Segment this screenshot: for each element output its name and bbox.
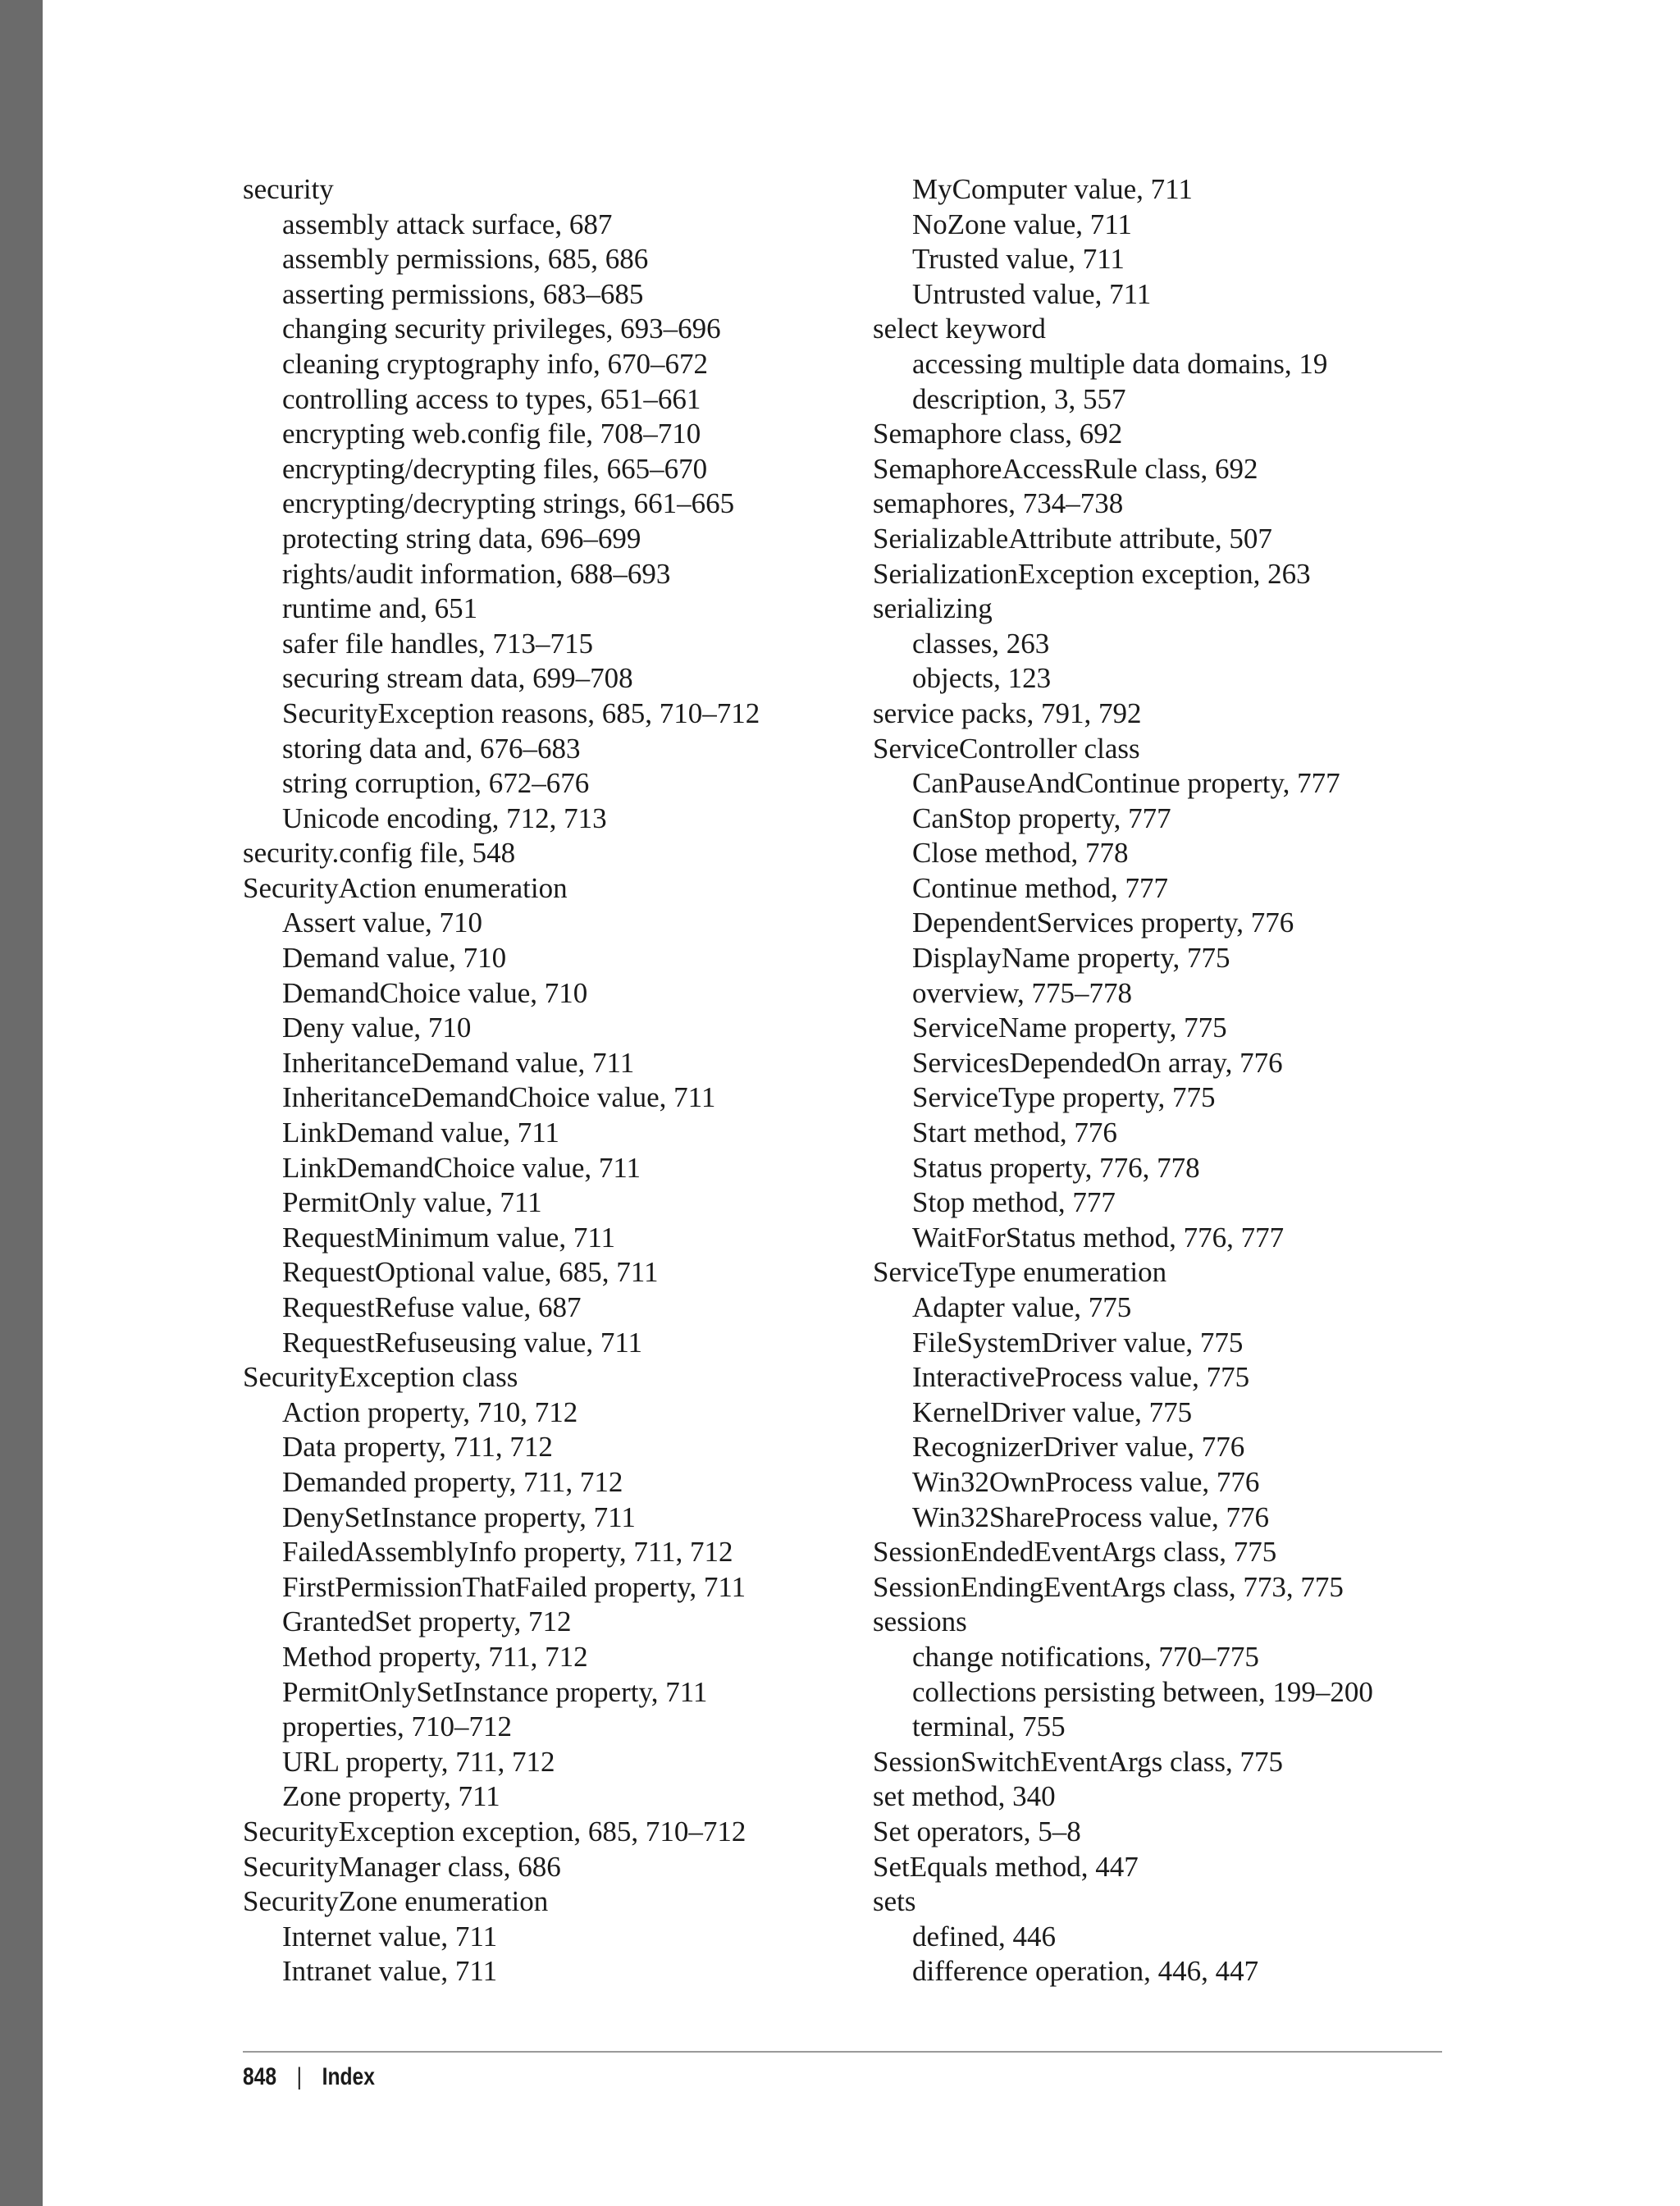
index-entry: semaphores, 734–738 <box>873 487 1124 520</box>
index-subentry: CanPauseAndContinue property, 777 <box>912 767 1340 800</box>
index-entry: security <box>243 173 334 205</box>
index-subentry: Unicode encoding, 712, 713 <box>282 802 607 834</box>
index-subentry: RequestMinimum value, 711 <box>282 1221 616 1254</box>
index-subentry: collections persisting between, 199–200 <box>912 1675 1373 1708</box>
index-subentry: KernelDriver value, 775 <box>912 1395 1193 1428</box>
index-entry: Semaphore class, 692 <box>873 418 1123 450</box>
index-subentry: InheritanceDemand value, 711 <box>282 1046 635 1079</box>
page-edge-bar <box>0 0 43 2206</box>
index-subentry: Assert value, 710 <box>282 907 482 939</box>
index-subentry: Deny value, 710 <box>282 1012 472 1044</box>
index-subentry: protecting string data, 696–699 <box>282 522 641 555</box>
index-subentry: LinkDemandChoice value, 711 <box>282 1151 641 1184</box>
index-subentry: ServiceName property, 775 <box>912 1012 1227 1044</box>
index-entry: SemaphoreAccessRule class, 692 <box>873 452 1258 485</box>
index-subentry: Trusted value, 711 <box>912 243 1125 276</box>
index-subentry: InteractiveProcess value, 775 <box>912 1361 1250 1394</box>
index-subentry: Win32ShareProcess value, 776 <box>912 1500 1270 1533</box>
index-subentry: description, 3, 557 <box>912 382 1126 415</box>
index-entry: SecurityException class <box>243 1361 518 1394</box>
index-column-right <box>873 172 1496 1989</box>
index-subentry: safer file handles, 713–715 <box>282 627 594 660</box>
index-subentry: DenySetInstance property, 711 <box>282 1500 636 1533</box>
index-subentry: Start method, 776 <box>912 1117 1117 1149</box>
index-subentry: FileSystemDriver value, 775 <box>912 1326 1244 1359</box>
index-subentry: Continue method, 777 <box>912 871 1169 904</box>
index-entry: SecurityZone enumeration <box>243 1885 549 1918</box>
index-subentry: Action property, 710, 712 <box>282 1395 578 1428</box>
index-subentry: PermitOnlySetInstance property, 711 <box>282 1675 708 1708</box>
index-subentry: ServicesDependedOn array, 776 <box>912 1046 1283 1079</box>
index-subentry: runtime and, 651 <box>282 592 478 625</box>
index-subentry: DependentServices property, 776 <box>912 907 1294 939</box>
index-subentry: ServiceType property, 775 <box>912 1081 1216 1114</box>
index-subentry: FirstPermissionThatFailed property, 711 <box>282 1570 746 1603</box>
footer-separator: | <box>296 2063 303 2090</box>
index-subentry: PermitOnly value, 711 <box>282 1186 542 1219</box>
index-entry: ServiceController class <box>873 732 1140 765</box>
index-subentry: SecurityException reasons, 685, 710–712 <box>282 697 760 729</box>
index-column-left <box>243 172 866 1989</box>
index-entry: SerializationException exception, 263 <box>873 557 1311 590</box>
index-subentry: RequestOptional value, 685, 711 <box>282 1256 659 1289</box>
index-subentry: LinkDemand value, 711 <box>282 1117 559 1149</box>
index-subentry: GrantedSet property, 712 <box>282 1605 572 1638</box>
index-subentry: RequestRefuseusing value, 711 <box>282 1326 643 1359</box>
index-subentry: RecognizerDriver value, 776 <box>912 1431 1245 1464</box>
index-subentry: encrypting/decrypting strings, 661–665 <box>282 487 735 520</box>
index-subentry: WaitForStatus method, 776, 777 <box>912 1221 1285 1254</box>
index-subentry: classes, 263 <box>912 627 1050 660</box>
index-entry: service packs, 791, 792 <box>873 697 1142 729</box>
index-subentry: difference operation, 446, 447 <box>912 1955 1259 1988</box>
index-subentry: changing security privileges, 693–696 <box>282 313 721 345</box>
index-entry: SessionSwitchEventArgs class, 775 <box>873 1745 1284 1778</box>
index-subentry: Data property, 711, 712 <box>282 1431 553 1464</box>
index-subentry: asserting permissions, 683–685 <box>282 277 644 310</box>
index-entry: SessionEndingEventArgs class, 773, 775 <box>873 1570 1344 1603</box>
index-entry: SessionEndedEventArgs class, 775 <box>873 1536 1277 1569</box>
index-subentry: cleaning cryptography info, 670–672 <box>282 347 709 380</box>
index-subentry: DisplayName property, 775 <box>912 942 1230 975</box>
index-subentry: FailedAssemblyInfo property, 711, 712 <box>282 1536 733 1569</box>
index-entry: security.config file, 548 <box>243 837 516 870</box>
index-subentry: RequestRefuse value, 687 <box>282 1291 582 1323</box>
index-entry: set method, 340 <box>873 1780 1056 1813</box>
index-subentry: Status property, 776, 778 <box>912 1151 1200 1184</box>
index-entry: sessions <box>873 1605 967 1638</box>
index-entry: SerializableAttribute attribute, 507 <box>873 522 1272 555</box>
index-subentry: properties, 710–712 <box>282 1710 512 1743</box>
section-title: Index <box>322 2063 375 2090</box>
index-subentry: Demanded property, 711, 712 <box>282 1465 623 1498</box>
index-subentry: overview, 775–778 <box>912 976 1132 1009</box>
index-subentry: Adapter value, 775 <box>912 1291 1132 1323</box>
page-number: 848 <box>243 2063 277 2090</box>
index-entry: sets <box>873 1885 916 1918</box>
index-subentry: Win32OwnProcess value, 776 <box>912 1465 1260 1498</box>
footer-rule <box>243 2051 1442 2053</box>
index-subentry: URL property, 711, 712 <box>282 1745 555 1778</box>
index-subentry: Zone property, 711 <box>282 1780 500 1813</box>
index-subentry: InheritanceDemandChoice value, 711 <box>282 1081 716 1114</box>
index-entry: Set operators, 5–8 <box>873 1815 1081 1847</box>
index-subentry: storing data and, 676–683 <box>282 732 581 765</box>
index-subentry: string corruption, 672–676 <box>282 767 590 800</box>
index-subentry: objects, 123 <box>912 662 1052 695</box>
index-entry: SetEquals method, 447 <box>873 1850 1139 1883</box>
index-entry: SecurityManager class, 686 <box>243 1850 561 1883</box>
index-subentry: Demand value, 710 <box>282 942 507 975</box>
index-entry: ServiceType enumeration <box>873 1256 1167 1289</box>
index-subentry: Close method, 778 <box>912 837 1129 870</box>
index-subentry: accessing multiple data domains, 19 <box>912 347 1328 380</box>
index-subentry: Method property, 711, 712 <box>282 1640 588 1673</box>
index-subentry: Intranet value, 711 <box>282 1955 498 1988</box>
index-subentry: securing stream data, 699–708 <box>282 662 633 695</box>
index-subentry: controlling access to types, 651–661 <box>282 382 701 415</box>
index-subentry: DemandChoice value, 710 <box>282 976 588 1009</box>
index-entry: select keyword <box>873 313 1046 345</box>
page-footer <box>243 2062 375 2092</box>
index-entry: SecurityAction enumeration <box>243 871 568 904</box>
index-subentry: assembly attack surface, 687 <box>282 208 613 240</box>
index-subentry: CanStop property, 777 <box>912 802 1171 834</box>
index-subentry: Internet value, 711 <box>282 1920 498 1953</box>
index-entry: serializing <box>873 592 993 625</box>
index-entry: SecurityException exception, 685, 710–712 <box>243 1815 746 1847</box>
index-subentry: Stop method, 777 <box>912 1186 1116 1219</box>
index-subentry: encrypting/decrypting files, 665–670 <box>282 452 708 485</box>
index-subentry: MyComputer value, 711 <box>912 173 1193 205</box>
index-subentry: terminal, 755 <box>912 1710 1066 1743</box>
index-subentry: assembly permissions, 685, 686 <box>282 243 649 276</box>
index-subentry: NoZone value, 711 <box>912 208 1132 240</box>
index-subentry: Untrusted value, 711 <box>912 277 1152 310</box>
index-subentry: defined, 446 <box>912 1920 1056 1953</box>
index-subentry: rights/audit information, 688–693 <box>282 557 671 590</box>
index-subentry: change notifications, 770–775 <box>912 1640 1259 1673</box>
index-subentry: encrypting web.config file, 708–710 <box>282 418 701 450</box>
